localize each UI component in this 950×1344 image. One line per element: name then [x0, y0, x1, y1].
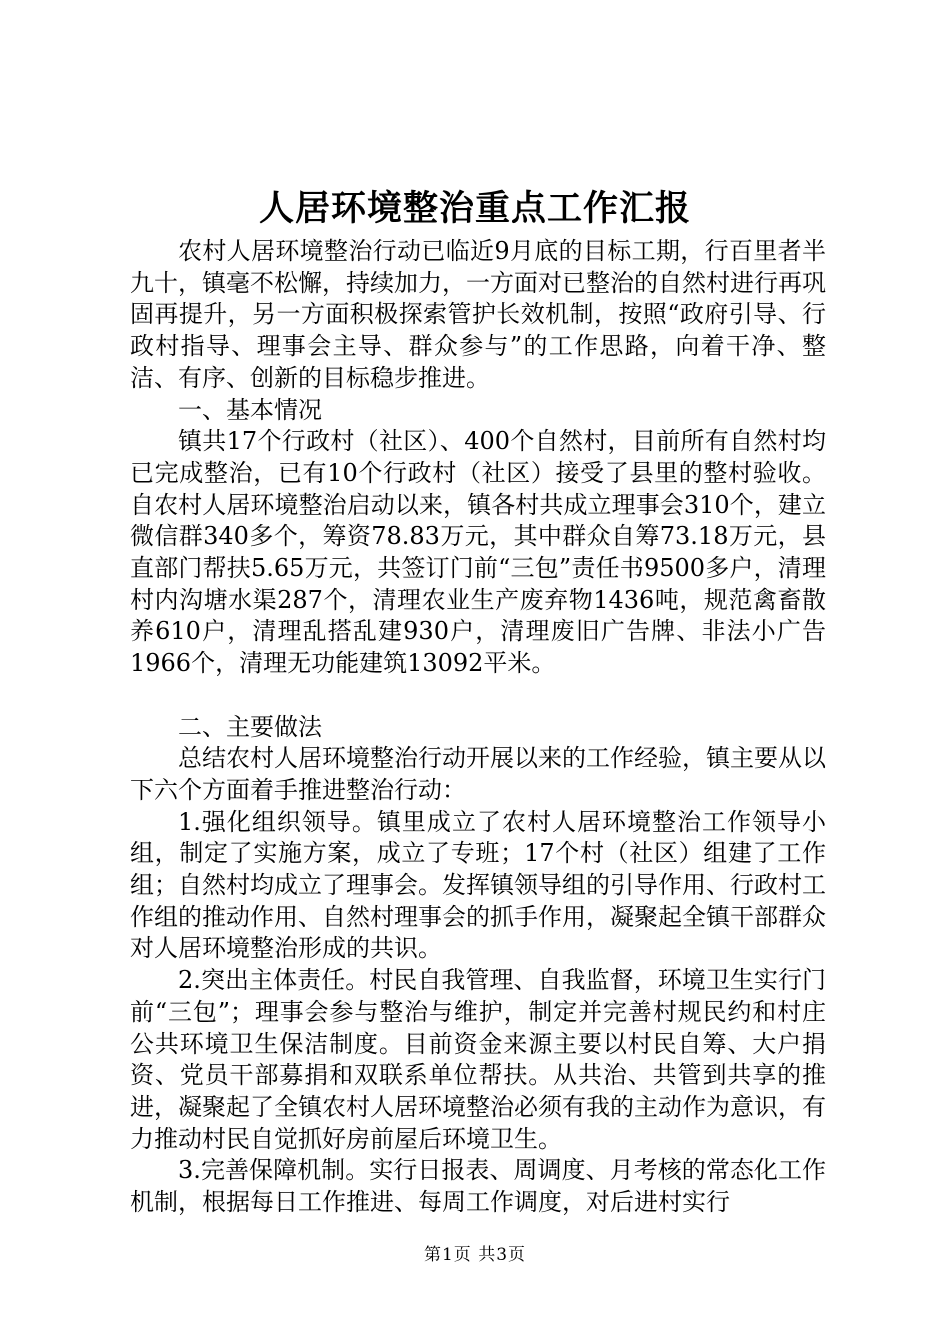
paragraph-gap	[130, 680, 826, 712]
practice-item-1-paragraph: 1.强化组织领导。镇里成立了农村人居环境整治工作领导小组，制定了实施方案，成立了专班；17个村（社区）组建了工作组；自然村均成立了理事会。发挥镇领导组的引导作用、行政村工作组的推动作用、自然村理事会的抓手作用，凝聚起全镇干部群众对人居环境整治形成的共识。	[130, 807, 826, 963]
main-practices-intro-paragraph: 总结农村人居环境整治行动开展以来的工作经验，镇主要从以下六个方面着手推进整治行动：	[130, 744, 826, 804]
page-footer: 第1页 共3页	[423, 1245, 527, 1265]
section-heading-basic-situation: 一、基本情况	[178, 395, 322, 424]
document-body	[130, 236, 826, 1219]
intro-paragraph: 农村人居环境整治行动已临近9月底的目标工期，行百里者半九十，镇毫不松懈，持续加力，一方面对已整治的自然村进行再巩固再提升，另一方面积极探索管护长效机制，按照“政府引导、行政村指导、理事会主导、群众参与”的工作思路，向着干净、整洁、有序、创新的目标稳步推进。	[130, 237, 826, 392]
basic-situation-paragraph: 镇共17个行政村（社区）、400个自然村，目前所有自然村均已完成整治，已有10个行政村（社区）接受了县里的整村验收。自农村人居环境整治启动以来，镇各村共成立理事会310个，建立微信群340多个，筹资78.83万元，其中群众自筹73.18万元，县直部门帮扶5.65万元，共签订门前“三包”责任书9500多户，清理村内沟塘水渠287个，清理农业生产废弃物1436吨，规范禽畜散养610户，清理乱搭乱建930户，清理废旧广告牌、非法小广告1966个，清理无功能建筑13092平米。	[130, 427, 826, 678]
practice-item-3-paragraph: 3.完善保障机制。实行日报表、周调度、月考核的常态化工作机制，根据每日工作推进、每周工作调度，对后进村实行	[130, 1156, 826, 1217]
document-title: 人居环境整治重点工作汇报	[258, 188, 691, 229]
practice-item-2-paragraph: 2.突出主体责任。村民自我管理、自我监督，环境卫生实行门前“三包”；理事会参与整治与维护，制定并完善村规民约和村庄公共环境卫生保洁制度。目前资金来源主要以村民自筹、大户捐资、党员干部募捐和双联系单位帮扶。从共治、共管到共享的推进，凝聚起了全镇农村人居环境整治必须有我的主动作为意识，有力推动村民自觉抓好房前屋后环境卫生。	[130, 966, 826, 1153]
section-heading-main-practices: 二、主要做法	[178, 712, 322, 741]
